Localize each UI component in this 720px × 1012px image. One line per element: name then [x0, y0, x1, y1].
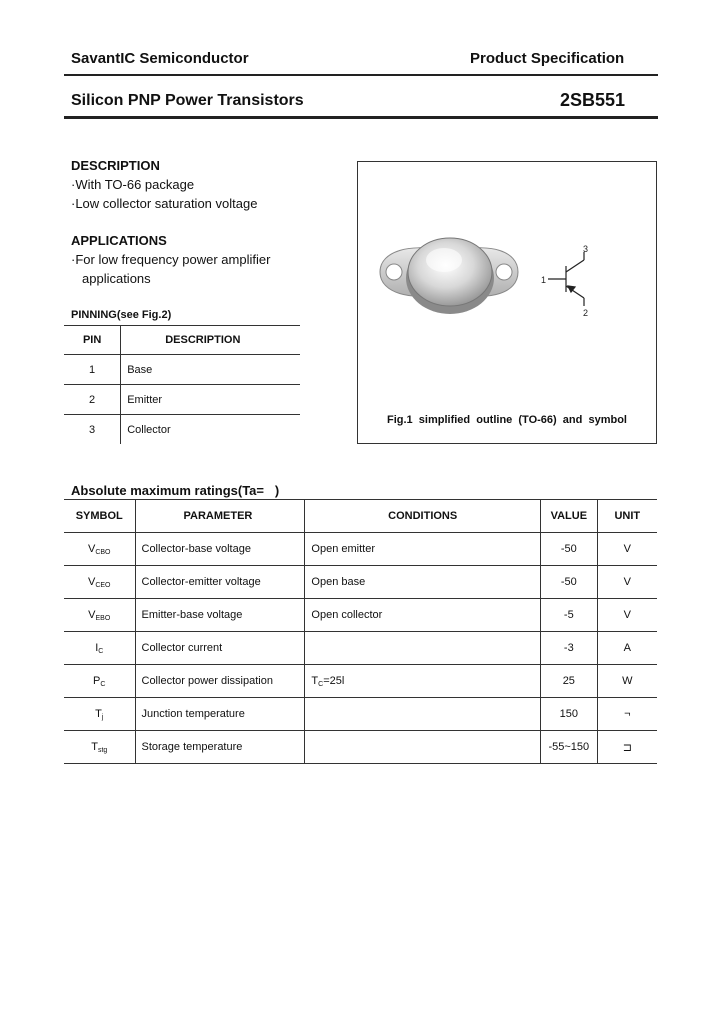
unit-cell: W [597, 665, 657, 698]
figure-box [357, 161, 657, 444]
pinning-title: PINNING(see Fig.2) [71, 309, 172, 321]
pin-description-header: DESCRIPTION [121, 326, 300, 355]
table-row [64, 533, 657, 566]
parameter-cell: Junction temperature [135, 698, 305, 731]
applications-item: ·For low frequency power amplifier [71, 252, 271, 267]
unit-cell: V [597, 533, 657, 566]
conditions-header: CONDITIONS [305, 500, 541, 533]
table-row [64, 731, 657, 764]
pin-description: Emitter [121, 385, 300, 415]
spec-label: Product Specification [470, 50, 625, 67]
unit-cell: ⊐ [597, 731, 657, 764]
pin-description: Collector [127, 423, 171, 436]
figure-graphic [358, 162, 656, 443]
symbol-cell: $I_C$ [64, 632, 135, 665]
description-title: DESCRIPTION [71, 158, 160, 173]
conditions-cell: Open emitter [305, 533, 541, 566]
conditions-cell: Open base [305, 566, 541, 599]
value-cell: 150 [540, 698, 597, 731]
symbol-header: SYMBOL [64, 500, 135, 533]
product-line: Silicon PNP Power Transistors [71, 92, 304, 109]
conditions-cell: Open collector [305, 599, 541, 632]
part-number: 2SB551 [560, 90, 626, 110]
symbol-cell: $V_{CBO}$ [64, 533, 135, 566]
table-row [64, 355, 300, 385]
value-cell: -5 [540, 599, 597, 632]
table-row [64, 599, 657, 632]
unit-cell: A [597, 632, 657, 665]
pin-label-2: 2 [583, 308, 589, 318]
symbol-cell: $V_{EBO}$ [64, 599, 135, 632]
parameter-cell: Storage temperature [135, 731, 305, 764]
conditions-cell [305, 632, 541, 665]
conditions-cell [305, 731, 541, 764]
parameter-cell: Collector power dissipation [135, 665, 305, 698]
table-row [64, 632, 657, 665]
value-cell: -50 [540, 566, 597, 599]
pinning-table [64, 325, 300, 444]
header-rule-bottom [64, 116, 658, 119]
conditions-cell: $T_C=25l$ [305, 665, 541, 698]
pin-number: 1 [64, 355, 121, 385]
symbol-cell: $T_{stg}$ [64, 731, 135, 764]
value-cell: -55~150 [540, 731, 597, 764]
unit-cell: ¬ [597, 698, 657, 731]
table-row [64, 665, 657, 698]
parameter-cell: Emitter-base voltage [135, 599, 305, 632]
parameter-cell: Collector-emitter voltage [135, 566, 305, 599]
symbol-cell: $T_j$ [64, 698, 135, 731]
pinning-header-row [64, 326, 300, 355]
unit-header: UNIT [597, 500, 657, 533]
description-item: ·Low collector saturation voltage [71, 196, 258, 211]
table-row [64, 698, 657, 731]
applications-item: applications [82, 271, 151, 286]
pnp-symbol-icon [548, 252, 584, 306]
applications-title: APPLICATIONS [71, 233, 167, 248]
value-cell: -3 [540, 632, 597, 665]
ratings-header-row [64, 500, 657, 533]
company-name: SavantIC Semiconductor [71, 50, 249, 67]
pin-number: 2 [64, 385, 121, 415]
table-row [64, 385, 300, 415]
to66-package-image [380, 238, 518, 314]
parameter-cell: Collector-base voltage [135, 533, 305, 566]
table-row [64, 566, 657, 599]
pin-number: 3 [64, 415, 121, 445]
value-cell: -50 [540, 533, 597, 566]
value-header: VALUE [540, 500, 597, 533]
table-row [64, 415, 300, 445]
ratings-title: Absolute maximum ratings(Ta= ) [71, 483, 280, 498]
symbol-cell: $V_{CEO}$ [64, 566, 135, 599]
ratings-table [64, 499, 657, 764]
figure-caption: Fig.1 simplified outline (TO-66) and symbol [387, 414, 627, 426]
pin-label-1: 1 [541, 275, 547, 285]
pin-description: Base [121, 355, 300, 385]
pin-header: PIN [64, 326, 121, 355]
parameter-cell: Collector current [135, 632, 305, 665]
pin-label-3: 3 [583, 244, 589, 254]
unit-cell: V [597, 566, 657, 599]
conditions-cell [305, 698, 541, 731]
unit-cell: V [597, 599, 657, 632]
header-rule-top [64, 74, 658, 76]
parameter-header: PARAMETER [135, 500, 305, 533]
symbol-cell: $P_C$ [64, 665, 135, 698]
value-cell: 25 [540, 665, 597, 698]
description-item: ·With TO-66 package [71, 177, 195, 192]
